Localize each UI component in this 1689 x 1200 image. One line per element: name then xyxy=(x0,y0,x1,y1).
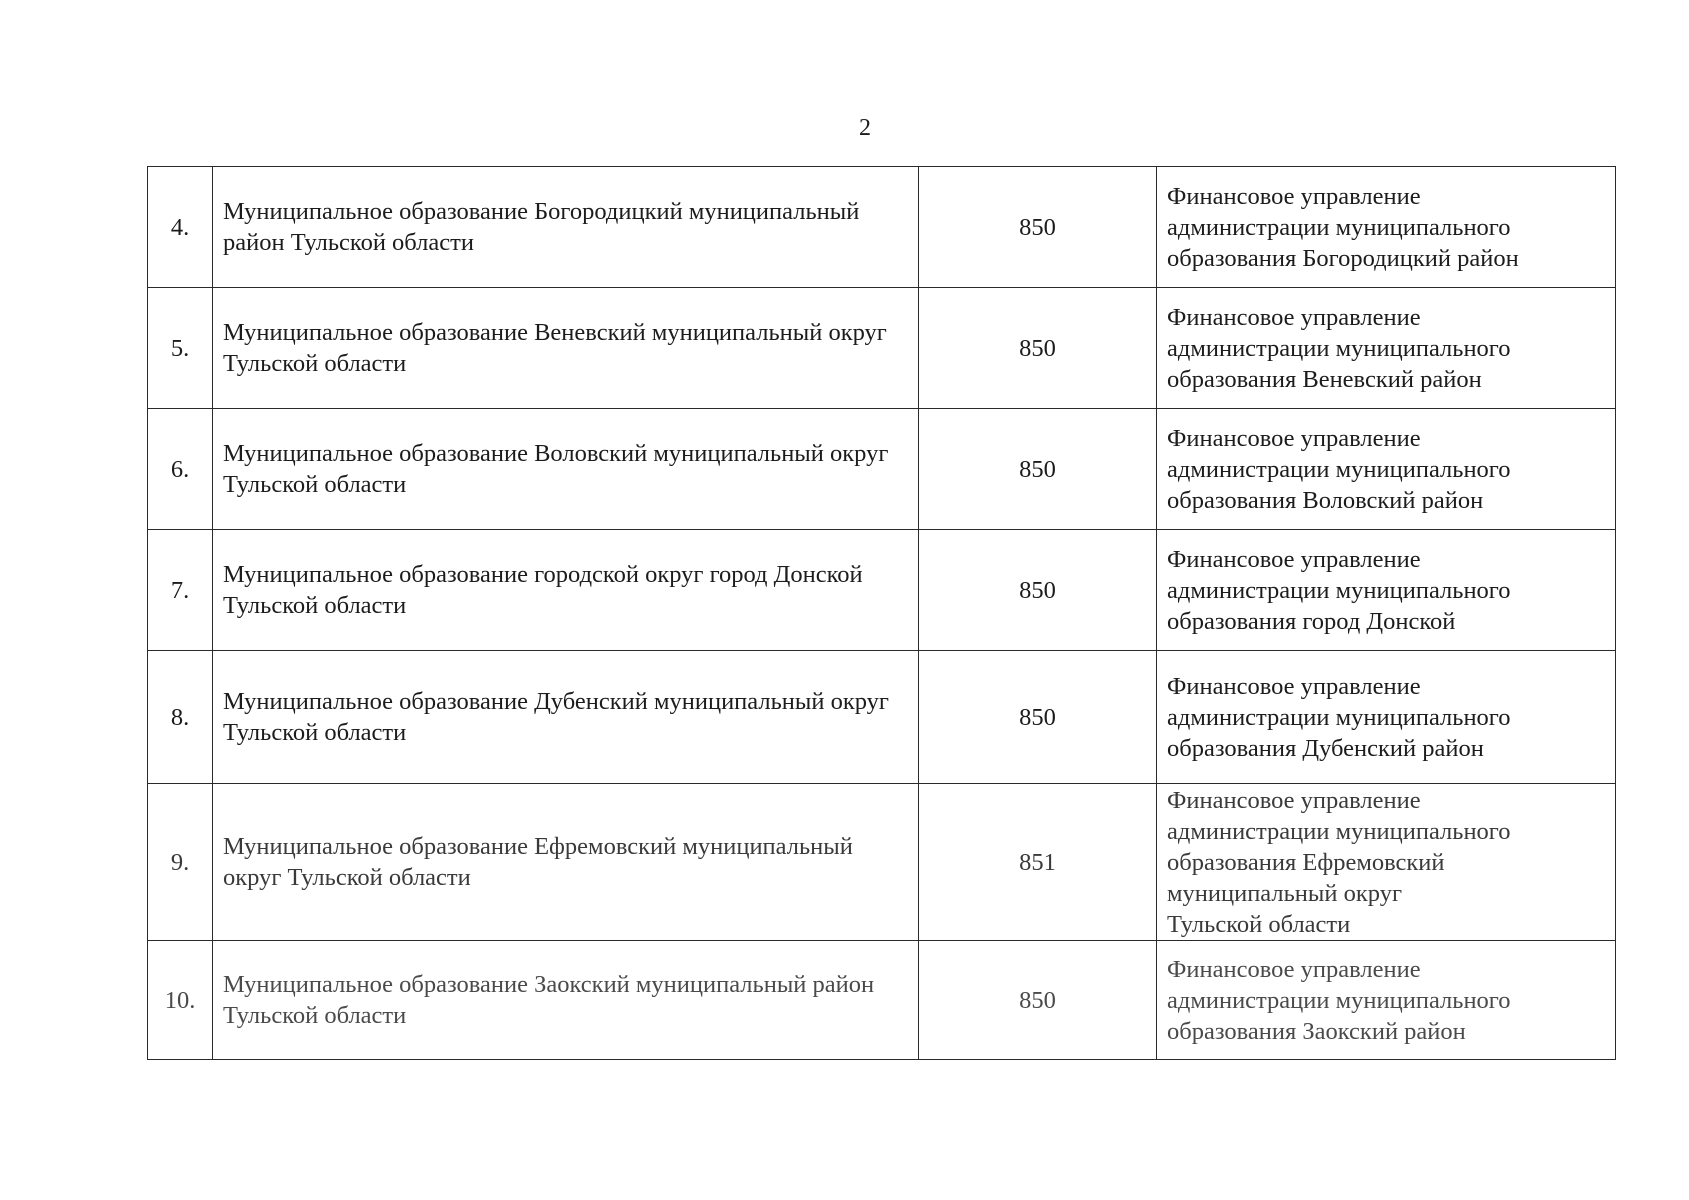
finance-department: Финансовое управление администрации муниципального образования Веневский район xyxy=(1157,288,1616,409)
code-cell: 850 xyxy=(919,941,1157,1060)
municipality-name: Муниципальное образование Заокский муниципальный район Тульской области xyxy=(213,941,919,1060)
table-row xyxy=(148,288,1616,409)
row-number: 10. xyxy=(148,941,213,1060)
finance-department: Финансовое управление администрации муниципального образования Дубенский район xyxy=(1157,651,1616,784)
row-number: 6. xyxy=(148,409,213,530)
finance-department: Финансовое управление администрации муниципального образования Заокский район xyxy=(1157,941,1616,1060)
code-cell: 850 xyxy=(919,530,1157,651)
municipality-name: Муниципальное образование Богородицкий муниципальный район Тульской области xyxy=(213,167,919,288)
code-cell: 851 xyxy=(919,784,1157,941)
finance-department: Финансовое управление администрации муниципального образования город Донской xyxy=(1157,530,1616,651)
code-cell: 850 xyxy=(919,167,1157,288)
table-row xyxy=(148,167,1616,288)
table-row xyxy=(148,941,1616,1060)
code-cell: 850 xyxy=(919,288,1157,409)
table-row xyxy=(148,651,1616,784)
finance-department: Финансовое управление администрации муниципального образования Воловский район xyxy=(1157,409,1616,530)
code-cell: 850 xyxy=(919,651,1157,784)
row-number: 7. xyxy=(148,530,213,651)
page-number: 2 xyxy=(859,115,871,141)
municipality-name: Муниципальное образование Веневский муниципальный округ Тульской области xyxy=(213,288,919,409)
municipality-name: Муниципальное образование Ефремовский муниципальный округ Тульской области xyxy=(213,784,919,941)
row-number: 5. xyxy=(148,288,213,409)
row-number: 4. xyxy=(148,167,213,288)
finance-department: Финансовое управление администрации муниципального образования Ефремовский муниципальный округ Тульской области xyxy=(1157,784,1616,941)
finance-department: Финансовое управление администрации муниципального образования Богородицкий район xyxy=(1157,167,1616,288)
municipal-table xyxy=(147,166,1616,1060)
row-number: 8. xyxy=(148,651,213,784)
municipality-name: Муниципальное образование городской округ город Донской Тульской области xyxy=(213,530,919,651)
municipality-name: Муниципальное образование Воловский муниципальный округ Тульской области xyxy=(213,409,919,530)
code-cell: 850 xyxy=(919,409,1157,530)
municipality-name: Муниципальное образование Дубенский муниципальный округ Тульской области xyxy=(213,651,919,784)
row-number: 9. xyxy=(148,784,213,941)
table-row xyxy=(148,530,1616,651)
table-row xyxy=(148,784,1616,941)
table-row xyxy=(148,409,1616,530)
